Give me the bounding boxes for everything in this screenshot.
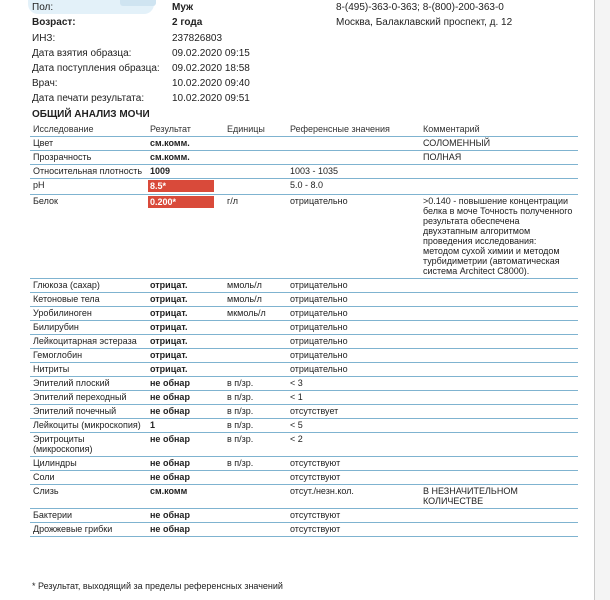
- test-name: Прозрачность: [30, 151, 147, 165]
- footnote: * Результат, выходящий за пределы референсных значений: [32, 581, 283, 591]
- table-row: [30, 349, 578, 363]
- reference-value: отсутствуют: [287, 509, 413, 523]
- column-header-reference: Референсные значения: [287, 122, 413, 137]
- result-value: не обнар: [147, 391, 224, 405]
- table-row: [30, 419, 578, 433]
- comment-value: ПОЛНАЯ: [413, 151, 578, 165]
- comment-value: [413, 349, 578, 363]
- comment-value: [413, 335, 578, 349]
- units-value: [224, 471, 287, 485]
- inz-value: 237826803: [172, 33, 223, 44]
- comment-value: В НЕЗНАЧИТЕЛЬНОМ КОЛИЧЕСТВЕ: [413, 485, 578, 509]
- result-value: не обнар: [147, 523, 224, 537]
- test-name: Гемоглобин: [30, 349, 147, 363]
- results-body: [30, 137, 578, 537]
- print-date-value: 10.02.2020 09:51: [172, 93, 250, 104]
- units-value: [224, 523, 287, 537]
- test-name: Слизь: [30, 485, 147, 509]
- table-row: [30, 471, 578, 485]
- units-value: [224, 321, 287, 335]
- table-row: [30, 405, 578, 419]
- test-name: Эпителий плоский: [30, 377, 147, 391]
- table-row: [30, 151, 578, 165]
- comment-value: [413, 523, 578, 537]
- inz-label: ИНЗ:: [32, 33, 56, 44]
- units-value: в п/зр.: [224, 457, 287, 471]
- doctor-value: 10.02.2020 09:40: [172, 78, 250, 89]
- reference-value: < 2: [287, 433, 413, 457]
- units-value: в п/зр.: [224, 377, 287, 391]
- units-value: [224, 335, 287, 349]
- table-row: [30, 195, 578, 279]
- reference-value: < 3: [287, 377, 413, 391]
- age-label: Возраст:: [32, 17, 76, 28]
- column-header-comment: Комментарий: [413, 122, 578, 137]
- table-row: [30, 509, 578, 523]
- reference-value: отрицательно: [287, 363, 413, 377]
- units-value: [224, 151, 287, 165]
- table-row: [30, 307, 578, 321]
- table-row: [30, 137, 578, 151]
- doctor-label: Врач:: [32, 78, 58, 89]
- units-value: [224, 349, 287, 363]
- print-date-label: Дата печати результата:: [32, 93, 145, 104]
- units-value: [224, 363, 287, 377]
- units-value: в п/зр.: [224, 419, 287, 433]
- table-row: [30, 377, 578, 391]
- sample-taken-label: Дата взятия образца:: [32, 48, 132, 59]
- reference-value: отрицательно: [287, 279, 413, 293]
- table-row: [30, 363, 578, 377]
- sample-taken-value: 09.02.2020 09:15: [172, 48, 250, 59]
- test-name: Белок: [30, 195, 147, 279]
- table-row: [30, 321, 578, 335]
- flagged-result-badge: 8.5*: [148, 180, 214, 192]
- result-value: не обнар: [147, 433, 224, 457]
- test-name: Цилиндры: [30, 457, 147, 471]
- table-row: [30, 391, 578, 405]
- comment-value: [413, 391, 578, 405]
- test-name: Относительная плотность: [30, 165, 147, 179]
- column-header-units: Единицы: [224, 122, 287, 137]
- table-row: [30, 485, 578, 509]
- result-value: не обнар: [147, 457, 224, 471]
- units-value: ммоль/л: [224, 279, 287, 293]
- reference-value: отсут./незн.кол.: [287, 485, 413, 509]
- units-value: г/л: [224, 195, 287, 279]
- result-value: см.комм.: [147, 151, 224, 165]
- age-value: 2 года: [172, 17, 203, 28]
- reference-value: 1003 - 1035: [287, 165, 413, 179]
- result-value: отрицат.: [147, 307, 224, 321]
- reference-value: отсутствует: [287, 405, 413, 419]
- result-value: отрицат.: [147, 335, 224, 349]
- table-row: [30, 279, 578, 293]
- reference-value: отрицательно: [287, 307, 413, 321]
- table-row: [30, 335, 578, 349]
- result-value: не обнар: [147, 471, 224, 485]
- reference-value: отсутствуют: [287, 457, 413, 471]
- reference-value: отрицательно: [287, 349, 413, 363]
- flagged-result-badge: 0.200*: [148, 196, 214, 208]
- reference-value: [287, 151, 413, 165]
- units-value: мкмоль/л: [224, 307, 287, 321]
- result-value: 1009: [147, 165, 224, 179]
- comment-value: [413, 179, 578, 195]
- test-name: Билирубин: [30, 321, 147, 335]
- table-row: [30, 293, 578, 307]
- reference-value: [287, 137, 413, 151]
- comment-value: [413, 165, 578, 179]
- units-value: [224, 165, 287, 179]
- test-name: Соли: [30, 471, 147, 485]
- test-name: Бактерии: [30, 509, 147, 523]
- test-name: Дрожжевые грибки: [30, 523, 147, 537]
- comment-value: >0.140 - повышение концентрации белка в моче Точность полученного результата обеспечена двухэтапным алгоритмом проведения исследования: методом сухой химии и методом турбидиметрии (автоматическая система Architect C8000).: [413, 195, 578, 279]
- comment-value: [413, 405, 578, 419]
- units-value: [224, 137, 287, 151]
- reference-value: отсутствуют: [287, 523, 413, 537]
- reference-value: отсутствуют: [287, 471, 413, 485]
- test-name: Лейкоцитарная эстераза: [30, 335, 147, 349]
- test-name: Эпителий почечный: [30, 405, 147, 419]
- comment-value: [413, 419, 578, 433]
- result-value: отрицат.: [147, 349, 224, 363]
- result-value: [147, 195, 224, 279]
- lab-phones: 8-(495)-363-0-363; 8-(800)-200-363-0: [336, 2, 504, 13]
- result-value: отрицат.: [147, 321, 224, 335]
- comment-value: СОЛОМЕННЫЙ: [413, 137, 578, 151]
- comment-value: [413, 377, 578, 391]
- test-name: Эритроциты (микроскопия): [30, 433, 147, 457]
- units-value: ммоль/л: [224, 293, 287, 307]
- units-value: [224, 509, 287, 523]
- test-name: Кетоновые тела: [30, 293, 147, 307]
- comment-value: [413, 471, 578, 485]
- column-header-test: Исследование: [30, 122, 147, 137]
- reference-value: < 5: [287, 419, 413, 433]
- table-row: [30, 165, 578, 179]
- comment-value: [413, 307, 578, 321]
- test-name: pH: [30, 179, 147, 195]
- sample-received-label: Дата поступления образца:: [32, 63, 160, 74]
- sample-received-value: 09.02.2020 18:58: [172, 63, 250, 74]
- reference-value: < 1: [287, 391, 413, 405]
- column-header-result: Результат: [147, 122, 224, 137]
- units-value: в п/зр.: [224, 405, 287, 419]
- test-name: Глюкоза (сахар): [30, 279, 147, 293]
- test-name: Уробилиноген: [30, 307, 147, 321]
- result-value: см.комм.: [147, 137, 224, 151]
- result-value: отрицат.: [147, 279, 224, 293]
- comment-value: [413, 433, 578, 457]
- units-value: [224, 179, 287, 195]
- table-row: [30, 179, 578, 195]
- result-value: 1: [147, 419, 224, 433]
- comment-value: [413, 293, 578, 307]
- comment-value: [413, 509, 578, 523]
- scrollbar-track[interactable]: [595, 0, 610, 600]
- table-row: [30, 523, 578, 537]
- comment-value: [413, 279, 578, 293]
- result-value: отрицат.: [147, 363, 224, 377]
- comment-value: [413, 321, 578, 335]
- comment-value: [413, 457, 578, 471]
- comment-value: [413, 363, 578, 377]
- reference-value: отрицательно: [287, 321, 413, 335]
- result-value: [147, 179, 224, 195]
- units-value: в п/зр.: [224, 391, 287, 405]
- result-value: отрицат.: [147, 293, 224, 307]
- table-header-row: [30, 122, 578, 137]
- test-name: Цвет: [30, 137, 147, 151]
- result-value: см.комм: [147, 485, 224, 509]
- result-value: не обнар: [147, 509, 224, 523]
- test-name: Лейкоциты (микроскопия): [30, 419, 147, 433]
- test-name: Нитриты: [30, 363, 147, 377]
- reference-value: отрицательно: [287, 293, 413, 307]
- sex-label: Пол:: [32, 2, 54, 13]
- results-table: [30, 122, 578, 537]
- sex-value: Муж: [172, 2, 194, 13]
- reference-value: отрицательно: [287, 335, 413, 349]
- section-title: ОБЩИЙ АНАЛИЗ МОЧИ: [32, 109, 150, 120]
- test-name: Эпителий переходный: [30, 391, 147, 405]
- result-value: не обнар: [147, 405, 224, 419]
- table-row: [30, 457, 578, 471]
- table-row: [30, 433, 578, 457]
- result-value: не обнар: [147, 377, 224, 391]
- units-value: [224, 485, 287, 509]
- reference-value: отрицательно: [287, 195, 413, 279]
- reference-value: 5.0 - 8.0: [287, 179, 413, 195]
- lab-address: Москва, Балаклавский проспект, д. 12: [336, 17, 513, 28]
- units-value: в п/зр.: [224, 433, 287, 457]
